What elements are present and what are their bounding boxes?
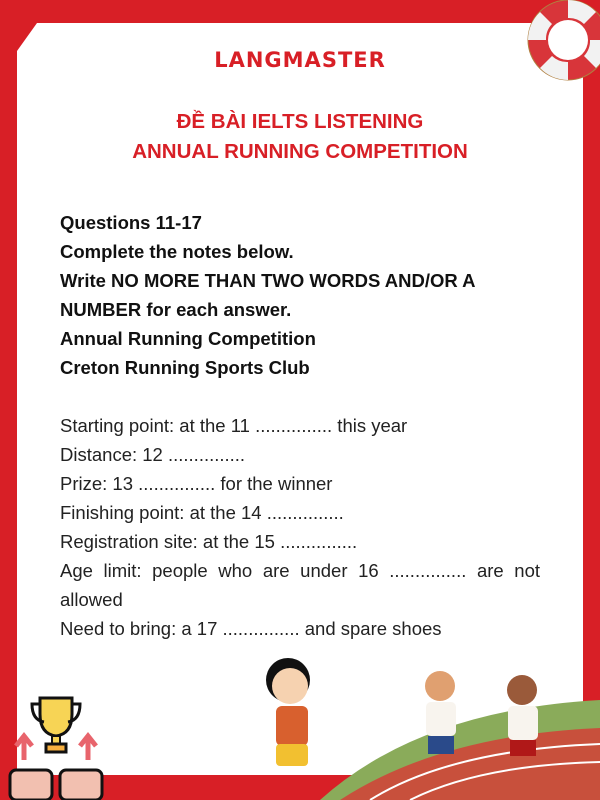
note-item: Prize: 13 ............... for the winner <box>60 473 333 494</box>
note-item: Finishing point: at the 14 ............... <box>60 502 344 523</box>
lifebuoy-icon <box>518 0 600 94</box>
note-item: Starting point: at the 11 ............... this year <box>60 415 408 436</box>
trophy-icon <box>6 690 106 800</box>
page-title <box>0 107 600 167</box>
brand-logo: LANGMASTER <box>214 48 386 72</box>
instruction-text: Complete the notes below. <box>60 241 294 262</box>
note-item: Age limit: people who are under 16 ............... are not allowed <box>60 560 540 610</box>
instructions <box>60 208 550 382</box>
running-children-illustration <box>220 640 600 800</box>
word-limit-text: Write NO MORE THAN TWO WORDS AND/OR A NUMBER for each answer. <box>60 270 475 320</box>
question-range: Questions 11-17 <box>60 212 202 233</box>
notes-list <box>60 411 540 643</box>
notes-heading: Annual Running Competition <box>60 328 316 349</box>
title-line-1: ĐỀ BÀI IELTS LISTENING <box>176 110 424 133</box>
note-item: Need to bring: a 17 ............... and spare shoes <box>60 618 442 639</box>
notes-subheading: Creton Running Sports Club <box>60 357 310 378</box>
note-item: Registration site: at the 15 ............... <box>60 531 358 552</box>
note-item: Distance: 12 ............... <box>60 444 246 465</box>
title-line-2: ANNUAL RUNNING COMPETITION <box>132 140 468 163</box>
